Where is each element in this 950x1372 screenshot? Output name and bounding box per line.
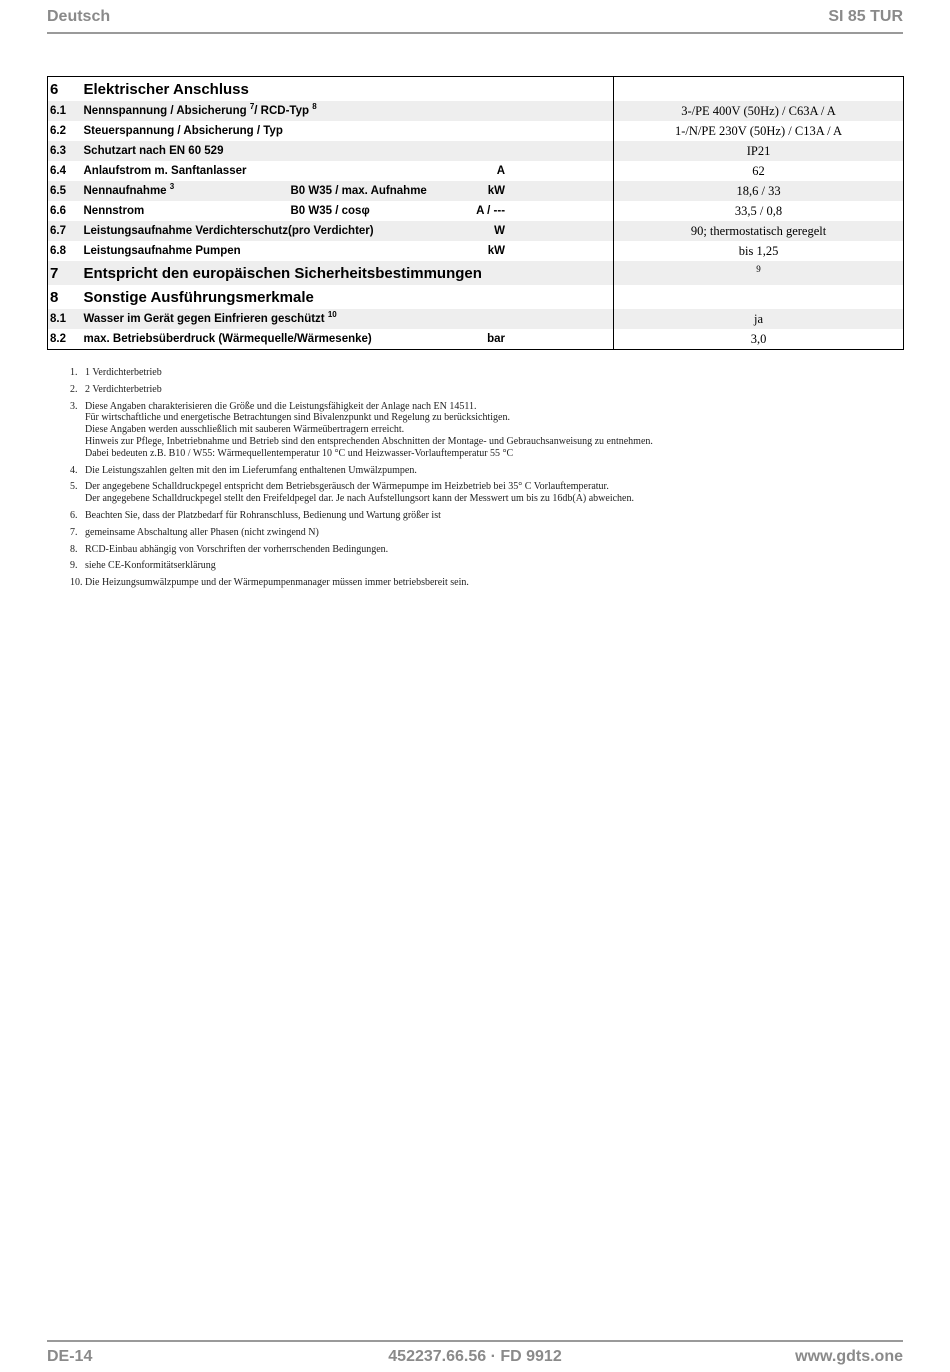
footnote-text: 2 Verdichterbetrieb — [85, 383, 162, 395]
section-6-row — [48, 77, 904, 102]
row-label — [82, 101, 614, 121]
spec-table — [47, 76, 904, 350]
footnote-text: Für wirtschaftliche und energetische Betrachtungen sind Bivalenzpunkt und Regelung zu berücksichtigen. — [85, 412, 510, 424]
section-8-row — [48, 285, 904, 309]
table-row — [48, 221, 904, 241]
table-row — [48, 101, 904, 121]
row-number: 6.5 — [48, 181, 82, 201]
row-unit: bar — [487, 333, 506, 345]
row-value: 33,5 / 0,8 — [614, 201, 904, 221]
footnote-number: 3. — [70, 400, 78, 412]
footnote-number: 6. — [70, 509, 78, 521]
footnote-text: Diese Angaben werden ausschließlich mit sauberen Wärmeübertragern erreicht. — [85, 424, 405, 436]
footnote-ref: 9 — [756, 263, 761, 274]
section-number: 6 — [50, 80, 59, 98]
table-row — [48, 141, 904, 161]
row-value: 62 — [614, 161, 904, 181]
footnote-item — [70, 401, 890, 460]
footnote-number: 7. — [70, 526, 78, 538]
row-value: 3,0 — [614, 329, 904, 350]
header-language: Deutsch — [47, 8, 111, 25]
website-link[interactable]: www.gdts.one — [795, 1348, 903, 1365]
footnote-text: Diese Angaben charakterisieren die Größe und die Leistungsfähigkeit der Anlage nach EN 14511. — [85, 400, 477, 412]
row-value: 18,6 / 33 — [614, 181, 904, 201]
row-condition: B0 W35 / cosφ — [290, 205, 370, 217]
footnote-item — [70, 577, 890, 589]
table-row — [48, 201, 904, 221]
footnote-text: Hinweis zur Pflege, Inbetriebnahme und Betrieb sind den entsprechenden Abschnitten der Montage- und Gebrauchsanweisung zu entnehmen. — [85, 435, 653, 447]
footnote-item — [70, 560, 890, 572]
footnote-text: 1 Verdichterbetrieb — [85, 367, 162, 378]
row-number: 8.2 — [50, 333, 66, 345]
footnote-item — [70, 510, 890, 522]
footnote-number: 4. — [70, 464, 78, 476]
row-label — [82, 309, 614, 329]
footnote-number: 1. — [70, 367, 78, 378]
footnote-text: RCD-Einbau abhängig von Vorschriften der vorherrschenden Bedingungen. — [85, 543, 389, 555]
footnote-ref: 10 — [327, 310, 337, 319]
row-unit: A — [496, 165, 506, 177]
row-number: 6.3 — [48, 141, 82, 161]
footnote-item — [70, 544, 890, 556]
row-label-text: Nennspannung / Absicherung — [83, 105, 247, 117]
row-unit: kW — [472, 181, 614, 201]
row-number: 6.8 — [50, 245, 66, 257]
row-number: 6.1 — [48, 101, 82, 121]
row-value: IP21 — [614, 141, 904, 161]
row-label-text: Wasser im Gerät gegen Einfrieren geschützt — [83, 313, 325, 325]
footnote-text: Dabei bedeuten z.B. B10 / W55: Wärmequellentemperatur 10 °C und Heizwasser-Vorlauftemperatur 55 °C — [85, 447, 514, 459]
row-value: bis 1,25 — [614, 241, 904, 261]
row-label: max. Betriebsüberdruck (Wärmequelle/Wärmesenke) — [83, 333, 372, 345]
row-label: Schutzart nach EN 60 529 — [82, 141, 614, 161]
row-number: 6.2 — [50, 125, 66, 137]
footnotes-list — [70, 367, 890, 594]
row-label-text: / RCD-Typ — [254, 105, 310, 117]
footnote-number: 2. — [70, 383, 78, 395]
table-row — [48, 329, 904, 350]
footnote-text: Der angegebene Schalldruckpegel entspricht dem Betriebsgeräusch der Wärmepumpe im Heizbetrieb bei 35° C Vorlauftemperatur. — [85, 481, 609, 493]
table-row — [48, 241, 904, 261]
row-unit: W — [472, 221, 614, 241]
row-value — [614, 261, 904, 285]
row-number: 6.4 — [50, 165, 66, 177]
table-row — [48, 121, 904, 141]
row-value: 90; thermostatisch geregelt — [614, 221, 904, 241]
footnote-item — [70, 384, 890, 396]
footnote-item — [70, 481, 890, 505]
footnote-item — [70, 465, 890, 477]
row-label: Leistungsaufnahme Verdichterschutz(pro Verdichter) — [82, 221, 472, 241]
footnote-text: Die Leistungszahlen gelten mit den im Lieferumfang enthaltenen Umwälzpumpen. — [85, 464, 417, 476]
section-7-row — [48, 261, 904, 285]
footnote-text: Die Heizungsumwälzpumpe und der Wärmepumpenmanager müssen immer betriebsbereit sein. — [85, 577, 469, 589]
row-label — [82, 181, 289, 201]
page-number: DE-14 — [47, 1348, 93, 1365]
row-condition: B0 W35 / max. Aufnahme — [289, 181, 472, 201]
row-label: Anlaufstrom m. Sanftanlasser — [83, 165, 247, 177]
header-model: SI 85 TUR — [828, 8, 903, 25]
footnote-text: Der angegebene Schalldruckpegel stellt den Freifeldpegel dar. Je nach Aufstellungsort kann der Messwert um bis zu 16db(A) abweichen. — [85, 493, 634, 505]
document-number: 452237.66.56 · FD 9912 — [388, 1348, 562, 1365]
footnote-number: 9. — [70, 560, 78, 572]
page-header — [47, 6, 903, 34]
table-row — [48, 161, 904, 181]
row-label-text: Nennaufnahme — [83, 185, 167, 197]
row-unit: kW — [487, 245, 506, 257]
footnote-item — [70, 527, 890, 539]
table-row — [48, 309, 904, 329]
footnote-ref: 8 — [312, 102, 317, 111]
footnote-number: 8. — [70, 543, 78, 555]
footnote-ref: 3 — [169, 182, 175, 191]
row-label: Nennstrom — [83, 205, 145, 217]
row-label: Steuerspannung / Absicherung / Typ — [83, 125, 283, 137]
row-number: 6.7 — [48, 221, 82, 241]
footnote-item — [70, 367, 890, 379]
row-unit: A / --- — [476, 205, 506, 217]
row-label: Leistungsaufnahme Pumpen — [83, 245, 241, 257]
footnote-number: 5. — [70, 481, 78, 493]
value-cell — [614, 77, 904, 102]
section-number: 8 — [50, 288, 59, 306]
footnote-text: gemeinsame Abschaltung aller Phasen (nicht zwingend N) — [85, 526, 319, 538]
row-number: 8.1 — [48, 309, 82, 329]
row-value: 3-/PE 400V (50Hz) / C63A / A — [614, 101, 904, 121]
page-footer — [47, 1340, 903, 1372]
section-title: Elektrischer Anschluss — [83, 80, 249, 98]
footnote-text: Beachten Sie, dass der Platzbedarf für Rohranschluss, Bedienung und Wartung größer ist — [85, 509, 441, 521]
row-value: 1-/N/PE 230V (50Hz) / C13A / A — [614, 121, 904, 141]
table-row — [48, 181, 904, 201]
row-number: 6.6 — [50, 205, 66, 217]
section-number: 7 — [48, 261, 82, 285]
value-cell — [614, 285, 904, 309]
footnote-ref: 7 — [249, 102, 255, 111]
footnote-text: siehe CE-Konformitätserklärung — [85, 560, 216, 572]
section-title: Entspricht den europäischen Sicherheitsbestimmungen — [82, 261, 614, 285]
row-value: ja — [614, 309, 904, 329]
footnote-number: 10. — [70, 577, 83, 589]
section-title: Sonstige Ausführungsmerkmale — [83, 288, 314, 306]
